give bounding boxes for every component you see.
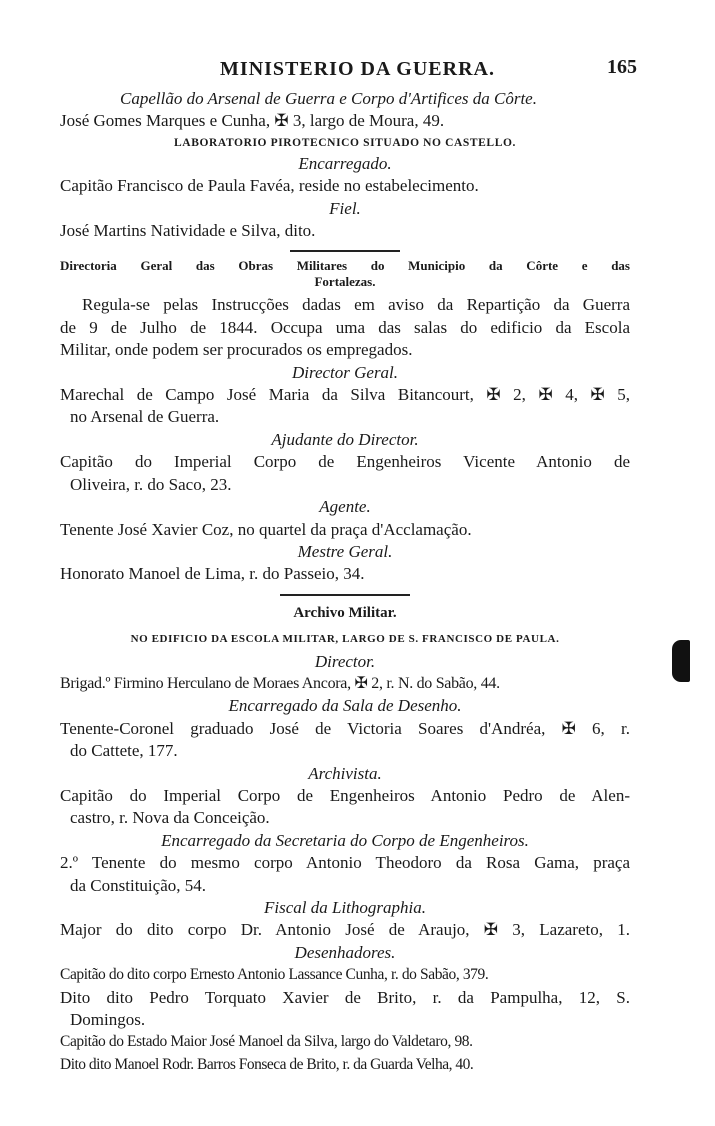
role-heading: Desenhadores. [294,942,396,962]
role-heading: Agente. [319,497,371,517]
paragraph-line: de 9 de Julho de 1844. Occupa uma das salas do edificio da Escola [60,317,630,337]
heading-line: Fortalezas. [314,274,376,290]
entry-line: 2.º Tenente do mesmo corpo Antonio Theodoro da Rosa Gama, praça [60,853,630,873]
role-heading: Director. [314,651,376,671]
role-heading: Fiscal da Lithographia. [264,898,426,917]
entry-line: Capitão do Estado Maior José Manoel da Silva, largo do Valdetaro, 98. [60,1033,473,1051]
entry-line: Domingos. [70,1010,146,1030]
entry-line: José Martins Natividade e Silva, dito. [60,221,316,241]
entry-line: José Gomes Marques e Cunha, ✠ 3, largo de Moura, 49. [60,111,445,131]
entry-line: Brigad.º Firmino Herculano de Moraes Ancora, ✠ 2, r. N. do Sabão, 44. [60,674,500,692]
entry-line: Capitão do dito corpo Ernesto Antonio Lassance Cunha, r. do Sabão, 379. [60,966,489,984]
entry-line: Tenente-Coronel graduado José de Victoria Soares d'Andréa, ✠ 6, r. [60,718,630,738]
paragraph-line: Regula-se pelas Instrucções dadas em aviso da Repartição da Guerra [82,295,630,315]
entry-line: Dito dito Pedro Torquato Xavier de Brito, r. da Pampulha, 12, S. [60,987,630,1007]
section-subheading: NO EDIFICIO DA ESCOLA MILITAR, LARGO DE S. FRANCISCO DE PAULA. [130,633,560,646]
role-heading: Archivista. [308,763,382,783]
edge-thumb-mark [672,640,690,682]
page-number: 165 [607,56,637,78]
entry-line: castro, r. Nova da Conceição. [70,808,270,828]
section-heading-directoria [60,258,630,290]
paragraph-line: Militar, onde podem ser procurados os empregados. [60,340,413,360]
entry-line: Oliveira, r. do Saco, 23. [70,474,232,494]
role-heading: Encarregado da Secretaria do Corpo de Engenheiros. [161,830,529,850]
section-heading-laboratorio: LABORATORIO PIROTECNICO SITUADO NO CASTELLO. [174,136,516,149]
entry-line: Major do dito corpo Dr. Antonio José de Araujo, ✠ 3, Lazareto, 1. [60,920,630,940]
role-heading: Mestre Geral. [297,541,393,561]
entry-line: da Constituição, 54. [70,875,206,895]
role-heading: Fiel. [329,198,361,218]
entry-line: Marechal de Campo José Maria da Silva Bitancourt, ✠ 2, ✠ 4, ✠ 5, [60,385,630,405]
document-body [60,88,630,1076]
entry-line: Capitão Francisco de Paula Favéa, reside no estabelecimento. [60,176,479,196]
heading-line: Directoria Geral das Obras Militares do Municipio da Côrte e das [60,258,630,274]
entry-line: Capitão do Imperial Corpo de Engenheiros Vicente Antonio de [60,452,630,472]
page-header [0,58,715,88]
entry-line: Capitão do Imperial Corpo de Engenheiros Antonio Pedro de Alen- [60,785,630,805]
divider-rule [280,594,410,596]
role-heading: Director Geral. [291,362,399,382]
entry-line: Honorato Manoel de Lima, r. do Passeio, 34. [60,564,365,584]
section-heading-archivo: Archivo Militar. [293,604,397,621]
entry-line: do Cattete, 177. [70,741,178,761]
divider-rule [290,250,400,252]
entry-line: no Arsenal de Guerra. [70,407,220,427]
entry-line: Dito dito Manoel Rodr. Barros Fonseca de Brito, r. da Guarda Velha, 40. [60,1055,474,1073]
role-heading: Ajudante do Director. [271,429,419,449]
role-heading: Encarregado. [298,153,392,173]
page-title: MINISTERIO DA GUERRA. [220,58,495,80]
entry-line: Tenente José Xavier Coz, no quartel da praça d'Acclamação. [60,519,472,539]
section-heading-capellao: Capellão do Arsenal de Guerra e Corpo d'Artifices da Côrte. [120,89,537,108]
role-heading: Encarregado da Sala de Desenho. [228,696,462,716]
